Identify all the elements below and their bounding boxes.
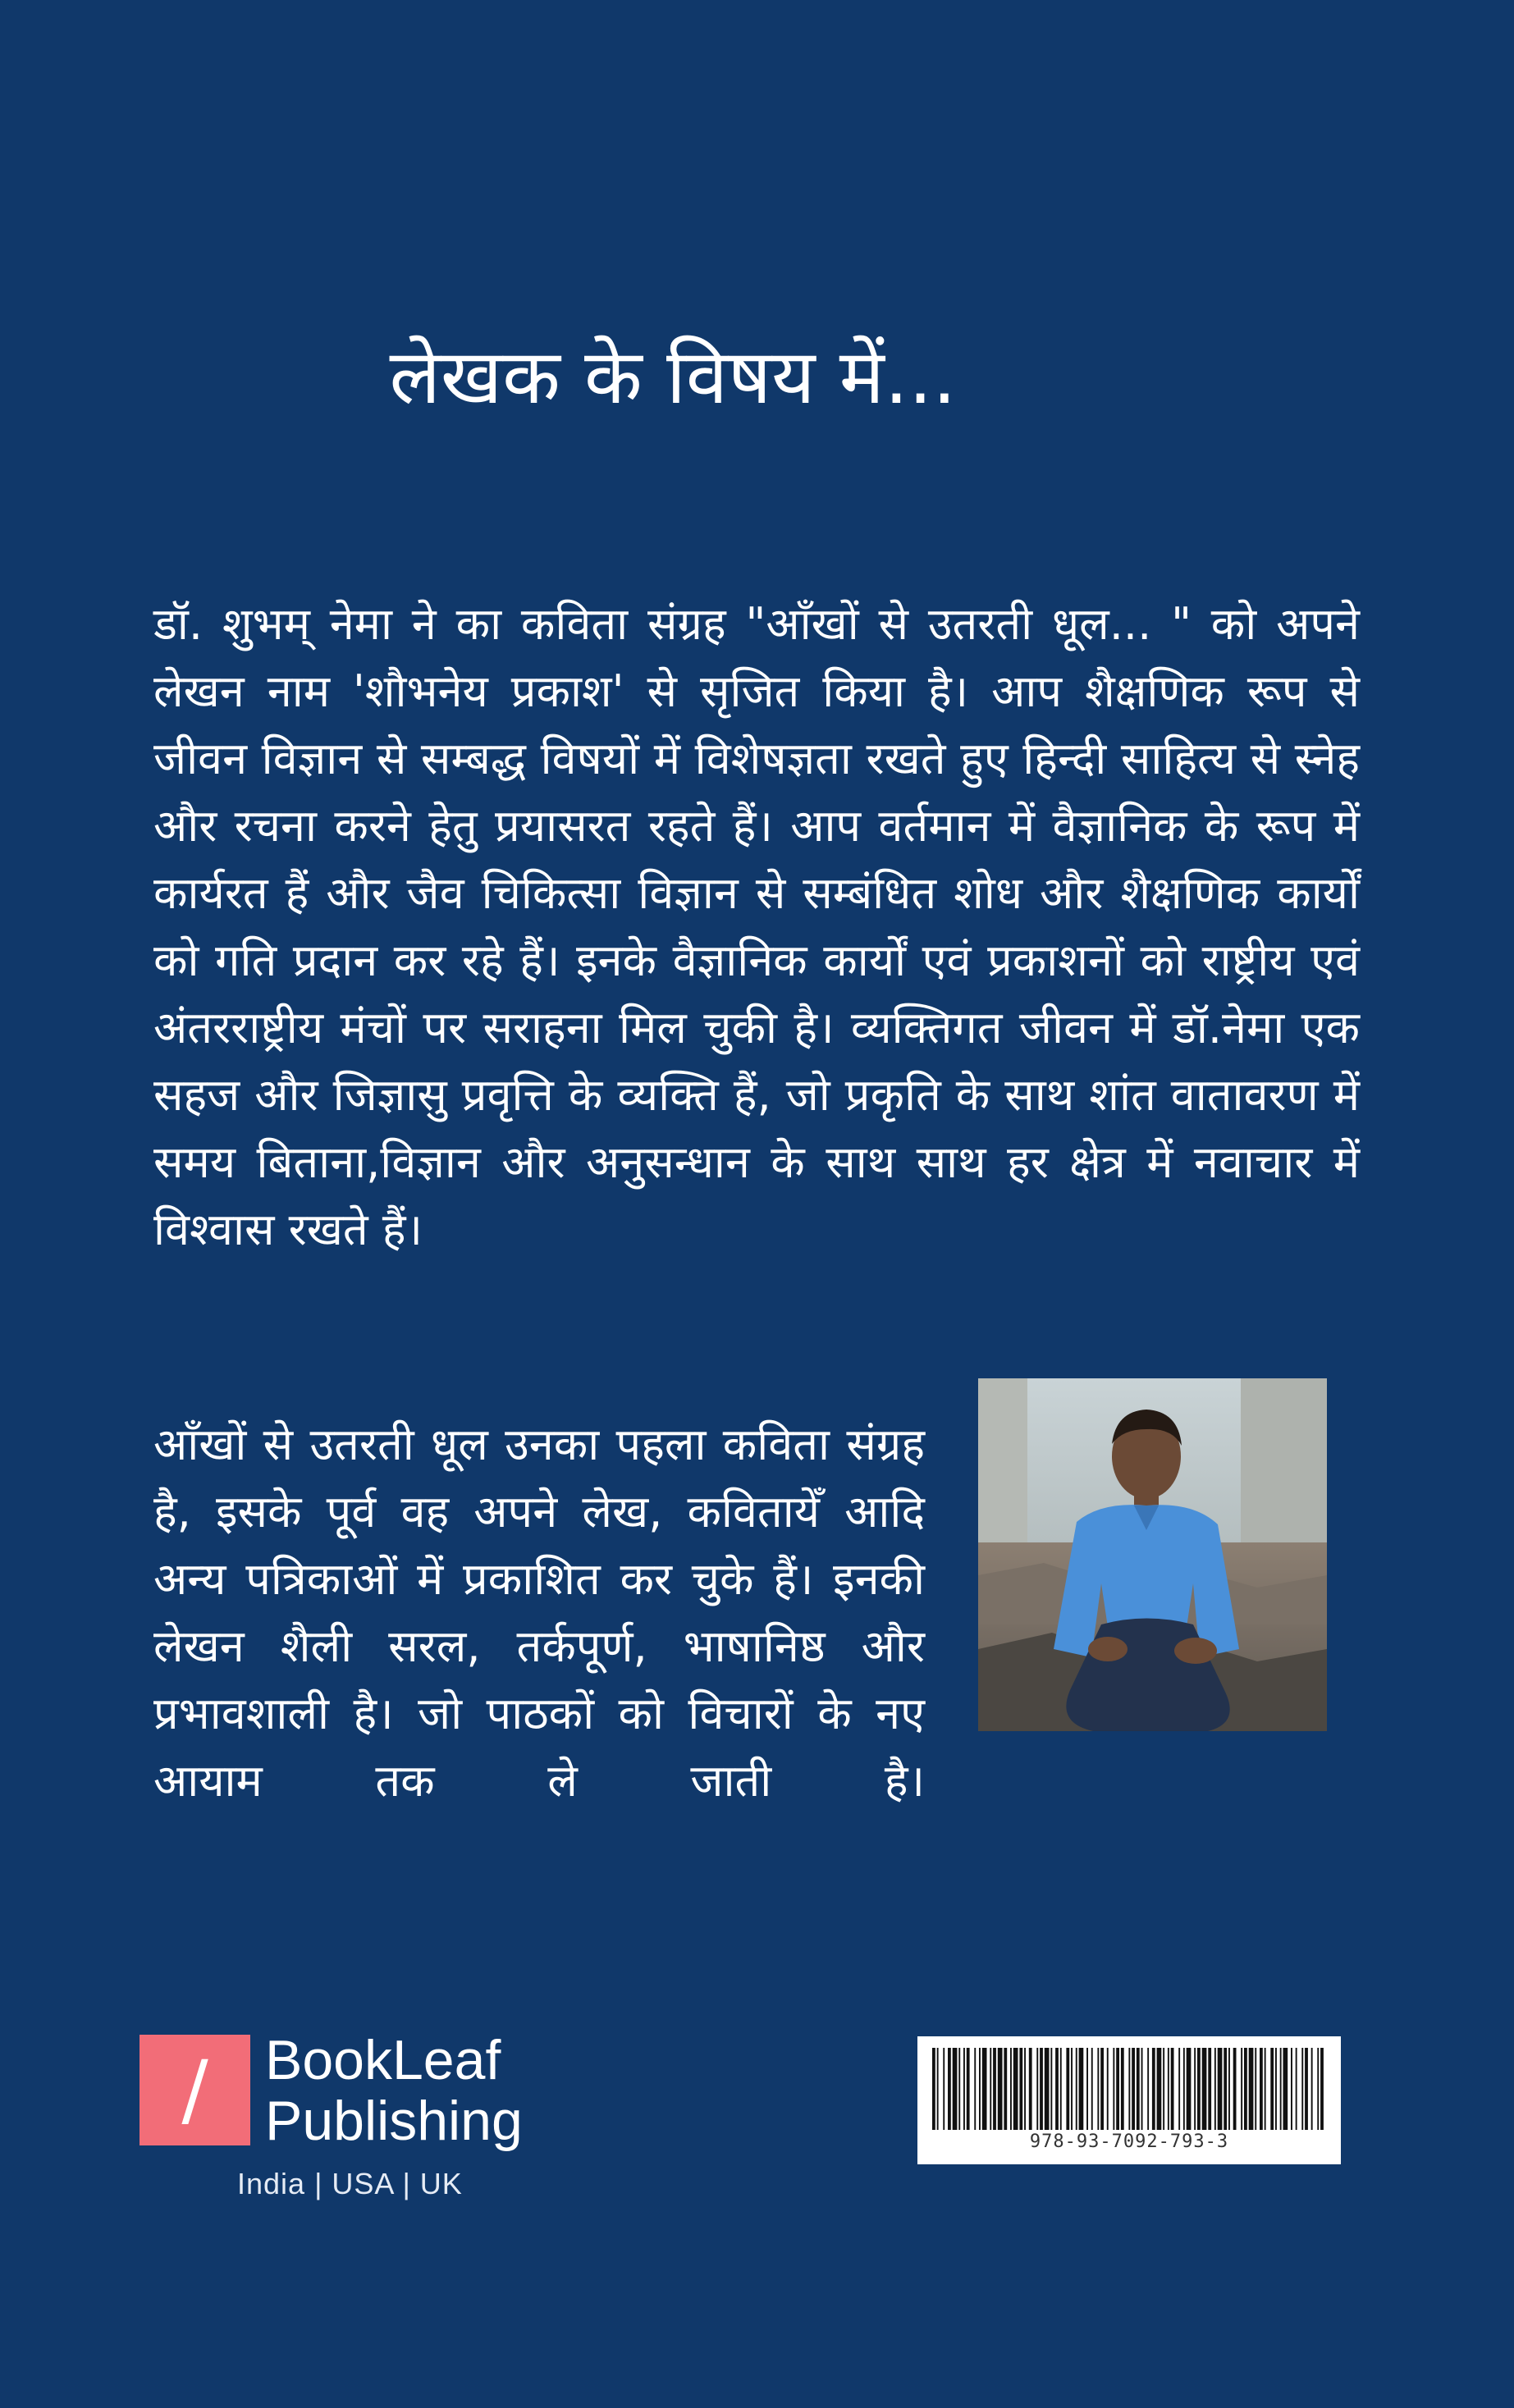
- publisher-name-line1: BookLeaf: [265, 2029, 501, 2091]
- barcode-bar: [958, 2048, 960, 2130]
- barcode-bar: [1132, 2048, 1135, 2130]
- barcode-bar: [1265, 2048, 1266, 2130]
- barcode-bar: [1208, 2048, 1211, 2130]
- author-bio-paragraph: डॉ. शुभम् नेमा ने का कविता संग्रह "आँखों से उतरती धूल... " को अपने लेखन नाम 'शौभनेय प्रकाश' से सृजित किया है। आप शैक्षणिक रूप से जीवन विज्ञान से सम्बद्ध विषयों में विशेषज्ञता रखते हुए हिन्दी साहित्य से स्नेह और रचना करने हेतु प्रयासरत रहते हैं। आप वर्तमान में वैज्ञानिक के रूप में कार्यरत हैं और जैव चिकित्सा विज्ञान से सम्बंधित शोध और शैक्षणिक कार्यों को गति प्रदान कर रहे हैं। इनके वैज्ञानिक कार्यों एवं प्रकाशनों को राष्ट्रीय एवं अंतरराष्ट्रीय मंचों पर सराहना मिल चुकी है। व्यक्तिगत जीवन में डॉ.नेमा एक सहज और जिज्ञासु प्रवृत्ति के व्यक्ति हैं, जो प्रकृति के साथ शांत वातावरण में समय बिताना,विज्ञान और अनुसन्धान के साथ साथ हर क्षेत्र में नवाचार में विश्वास रखते हैं।: [153, 598, 1360, 1255]
- barcode-bar: [1071, 2048, 1073, 2130]
- barcode-bar: [1283, 2048, 1288, 2130]
- barcode-bar: [1157, 2048, 1162, 2130]
- publisher-mark-icon: [140, 2035, 250, 2145]
- isbn-barcode: [917, 2036, 1341, 2164]
- barcode-bar: [1275, 2048, 1277, 2130]
- author-bio-continuation: आँखों से उतरती धूल उनका पहला कविता संग्रह है, इसके पूर्व वह अपने लेख, कवितायेँ आदि अन्य पत्रिकाओं में प्रकाशित कर चुके हैं। इनकी लेखन शैली सरल, तर्कपूर्ण, भाषानिष्ठ और प्रभावशाली है। जो पाठकों को विचारों के नए आयाम तक ले जाती है।: [153, 1419, 925, 1807]
- barcode-bar: [974, 2048, 976, 2130]
- barcode-bar: [1060, 2048, 1062, 2130]
- barcode-bar: [1218, 2048, 1223, 2130]
- barcode-bar: [1291, 2048, 1292, 2130]
- barcode-bar: [1107, 2048, 1109, 2130]
- publisher-name: [265, 2030, 523, 2151]
- barcode-bar: [1311, 2048, 1313, 2130]
- barcode-bar: [1029, 2048, 1032, 2130]
- barcode-bar: [953, 2048, 958, 2130]
- barcode-bar: [1055, 2048, 1059, 2130]
- barcode-bar: [1249, 2048, 1254, 2130]
- barcode-bar: [1168, 2048, 1169, 2130]
- barcode-bar: [1097, 2048, 1099, 2130]
- barcode-bar: [979, 2048, 981, 2130]
- barcode-bar: [1171, 2048, 1174, 2130]
- barcode-bar: [1163, 2048, 1164, 2130]
- barcode-bar: [1301, 2048, 1303, 2130]
- barcode-bar: [1305, 2048, 1308, 2130]
- author-photo: [978, 1378, 1327, 1731]
- barcode-bar: [990, 2048, 991, 2130]
- barcode-bar: [1194, 2048, 1196, 2130]
- barcode-bar: [1183, 2048, 1185, 2130]
- barcode-bar: [1270, 2048, 1274, 2130]
- barcode-bar: [1224, 2048, 1227, 2130]
- barcode-bar: [1214, 2048, 1216, 2130]
- barcode-bar: [943, 2048, 945, 2130]
- barcode-bar: [1113, 2048, 1114, 2130]
- barcode-bar: [1079, 2048, 1084, 2130]
- barcode-bar: [1050, 2048, 1052, 2130]
- barcode-bar: [1141, 2048, 1143, 2130]
- barcode-bar: [1178, 2048, 1180, 2130]
- publisher-mark-glyph: /: [181, 2044, 208, 2136]
- barcode-bar: [967, 2048, 970, 2130]
- barcode-bar: [1040, 2048, 1043, 2130]
- barcode-bar: [1010, 2048, 1012, 2130]
- barcode-bar: [1296, 2048, 1297, 2130]
- barcode-bar: [1241, 2048, 1242, 2130]
- barcode-bar: [1202, 2048, 1207, 2130]
- barcode-bar: [1066, 2048, 1069, 2130]
- barcode-bar: [1317, 2048, 1319, 2130]
- publisher-regions: India | USA | UK: [237, 2167, 463, 2200]
- barcode-bar: [1147, 2048, 1149, 2130]
- barcode-bar: [1244, 2048, 1247, 2130]
- barcode-bar: [1076, 2048, 1077, 2130]
- barcode-bar: [1233, 2048, 1237, 2130]
- barcode-bar: [1197, 2048, 1201, 2130]
- barcode-bar: [1260, 2048, 1263, 2130]
- barcode-bar: [1280, 2048, 1282, 2130]
- barcode-bar: [1128, 2048, 1130, 2130]
- barcode-bars: [932, 2048, 1326, 2130]
- barcode-bar: [1091, 2048, 1093, 2130]
- barcode-bar: [1137, 2048, 1140, 2130]
- barcode-bar: [982, 2048, 987, 2130]
- barcode-bar: [1116, 2048, 1119, 2130]
- barcode-bar: [1100, 2048, 1104, 2130]
- barcode-bar: [1013, 2048, 1018, 2130]
- barcode-bar: [1228, 2048, 1230, 2130]
- section-heading: लेखक के विषय में...: [389, 333, 957, 421]
- barcode-bar: [932, 2048, 935, 2130]
- barcode-bar: [1024, 2048, 1026, 2130]
- barcode-bar: [998, 2048, 1003, 2130]
- barcode-bar: [993, 2048, 996, 2130]
- publisher-name-line2: Publishing: [265, 2090, 523, 2152]
- publisher-logo: [140, 2029, 566, 2215]
- barcode-bar: [1187, 2048, 1192, 2130]
- barcode-bar: [1004, 2048, 1007, 2130]
- barcode-bar: [948, 2048, 951, 2130]
- barcode-bar: [1045, 2048, 1050, 2130]
- barcode-bar: [1121, 2048, 1124, 2130]
- barcode-bar: [1019, 2048, 1022, 2130]
- barcode-bar: [1255, 2048, 1256, 2130]
- barcode-bar: [937, 2048, 939, 2130]
- barcode-bar: [1152, 2048, 1155, 2130]
- isbn-number: 978-93-7092-793-3: [1029, 2132, 1229, 2152]
- barcode-bar: [1036, 2048, 1038, 2130]
- author-photo-illustration: [978, 1378, 1327, 1731]
- barcode-bar: [1320, 2048, 1324, 2130]
- barcode-bar: [1086, 2048, 1088, 2130]
- barcode-bar: [963, 2048, 965, 2130]
